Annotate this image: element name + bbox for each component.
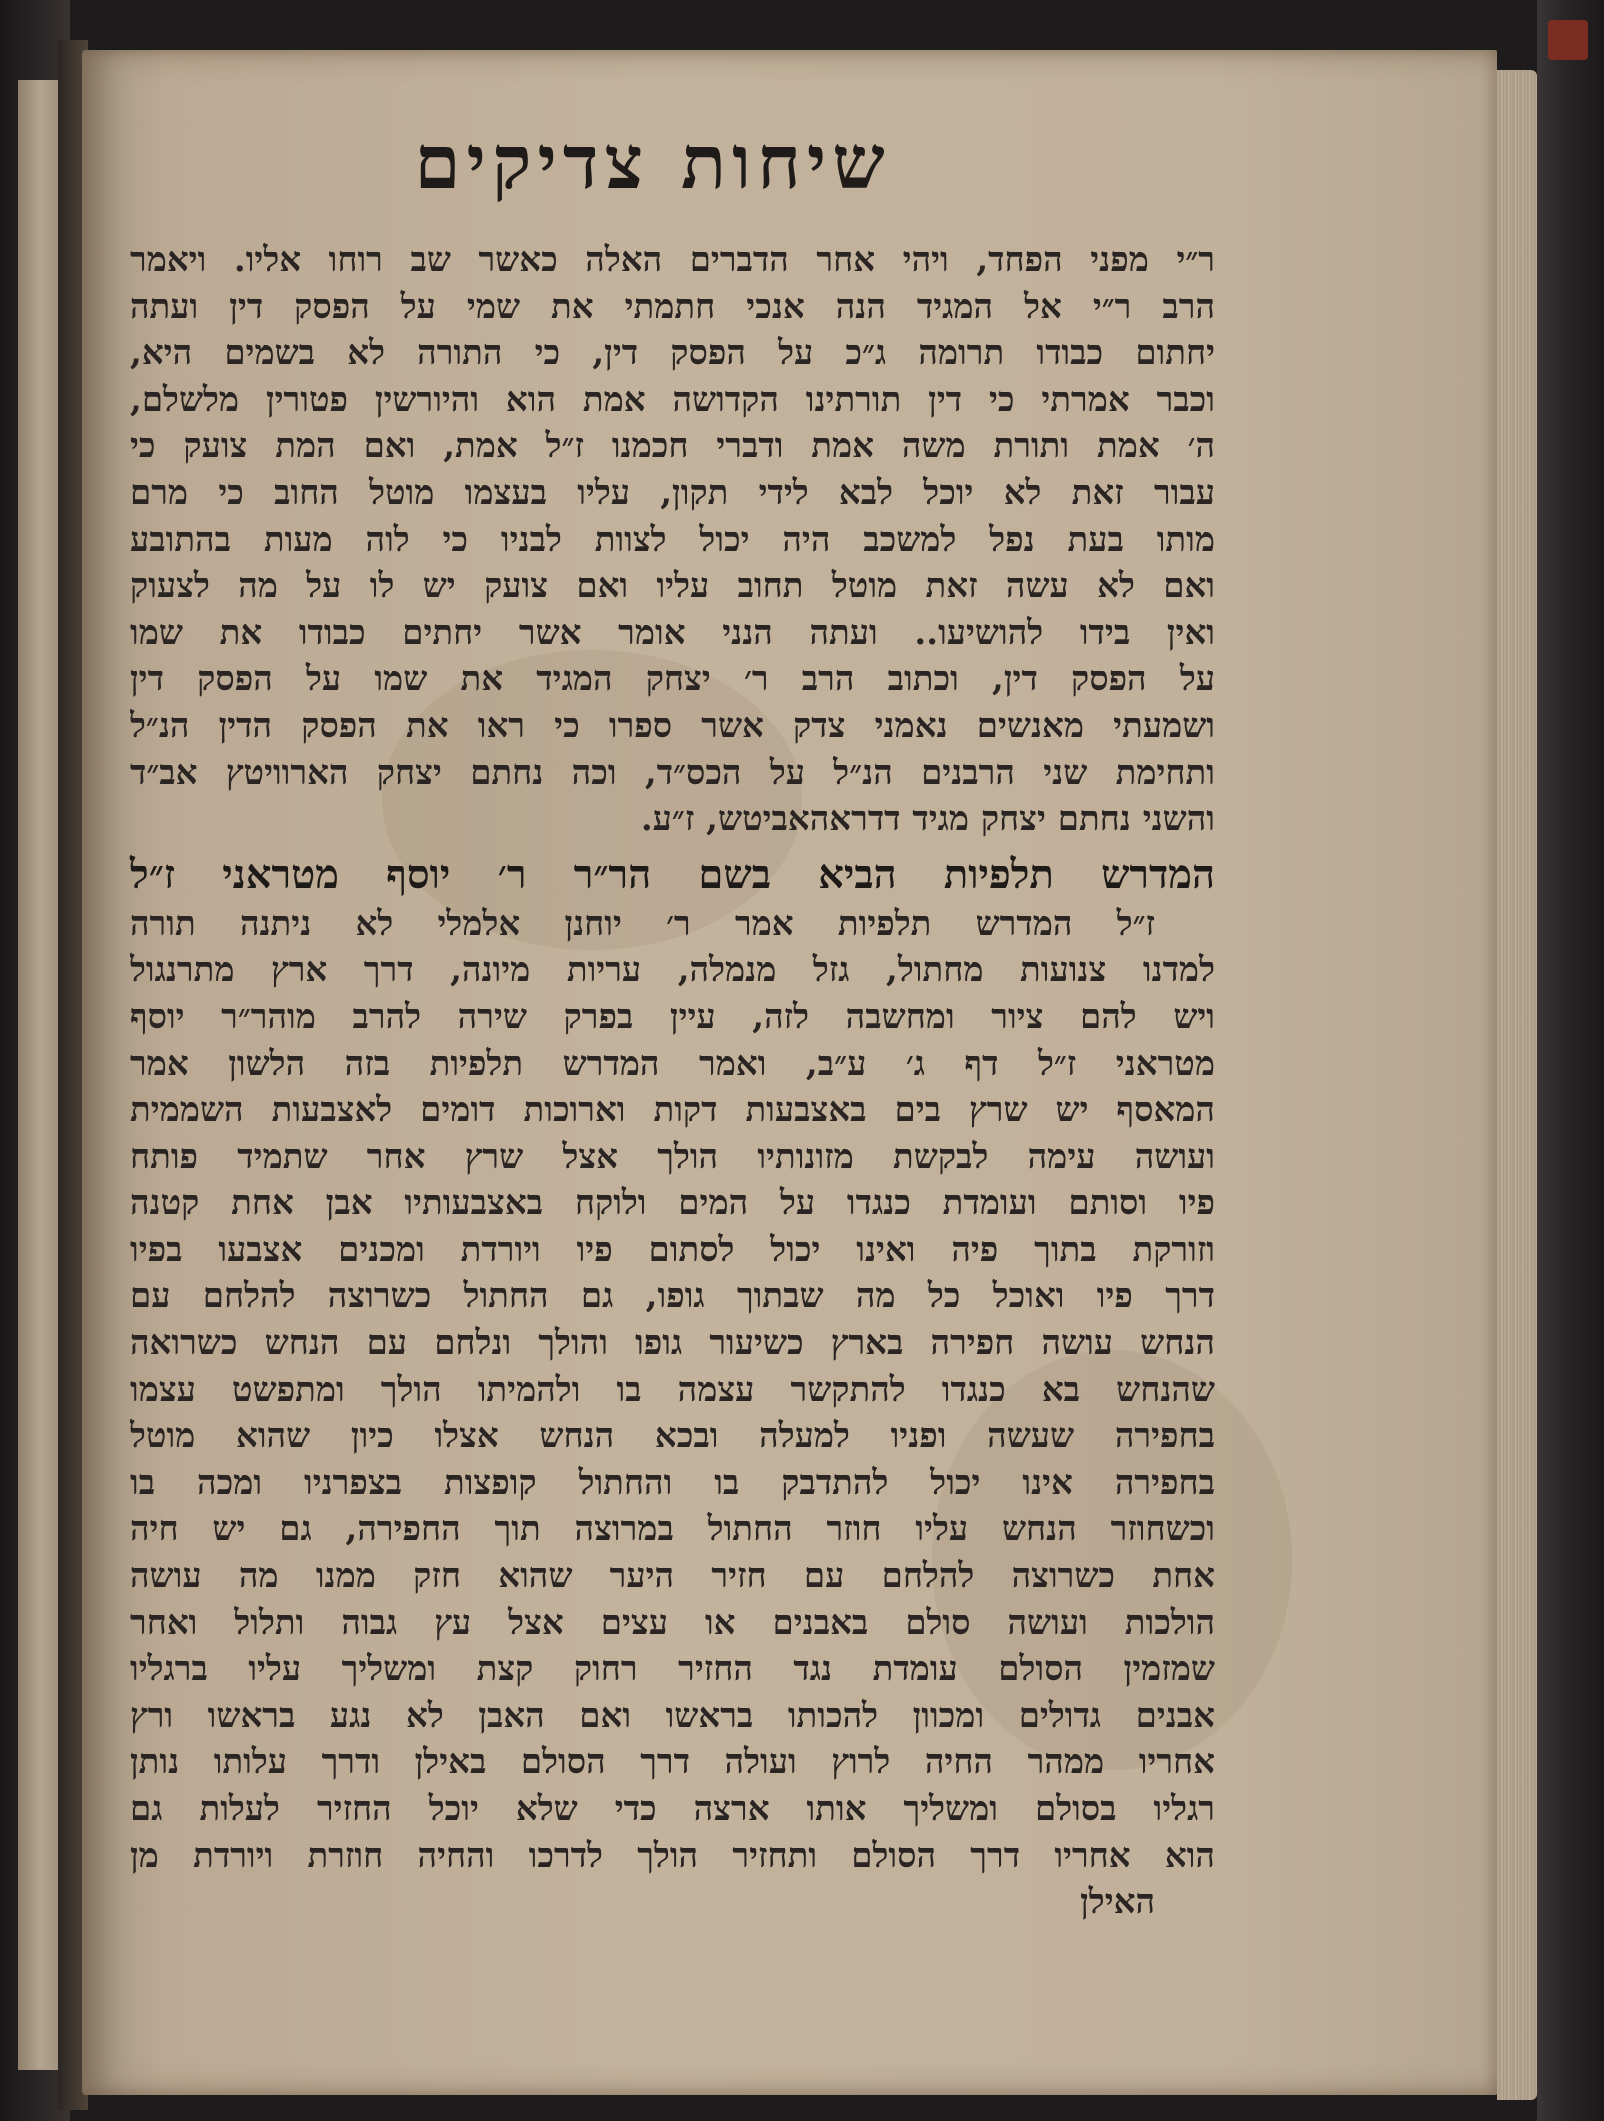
paragraph-2 — [130, 901, 1215, 1926]
text-line: ה׳ אמת ותורת משה אמת ודברי חכמנו ז״ל אמת, ואם המת צועק כי — [130, 426, 1215, 467]
text-line: ואין בידו להושיעו.. ועתה הנני אומר אשר יחתים כבודו את שמו — [130, 612, 1215, 653]
paragraph-1 — [130, 237, 1215, 843]
text-line: בחפירה אינו יכול להתדבק בו והחתול קופצות בצפרניו ומכה בו — [130, 1462, 1215, 1503]
text-line: עבור זאת לא יוכל לבא לידי תקון, עליו בעצמו מוטל החוב כי מרם — [130, 472, 1215, 513]
text-line: בחפירה שעשה ופניו למעלה ובכא הנחש אצלו כיון שהוא מוטל — [130, 1416, 1215, 1457]
text-line: מותו בעת נפל למשכב היה יכול לצוות לבניו כי לוה מעות בהתובע — [130, 519, 1215, 560]
text-line: וכשחוזר הנחש עליו חוזר החתול במרוצה תוך החפירה, גם יש חיה — [130, 1509, 1215, 1550]
text-line: פיו וסותם ועומדת כנגדו על המים ולוקח באצבעותיו אבן אחת קטנה — [130, 1183, 1215, 1224]
text-line: ועושה עימה לבקשת מזונותיו הולך אצל שרץ אחר שתמיד פותח — [130, 1136, 1215, 1177]
right-book-cover — [1537, 0, 1604, 2121]
text-line: וזורקת בתוך פיה ואינו יכול לסתום פיו ויורדת ומכנים אצבעו בפיו — [130, 1229, 1215, 1270]
text-line: ויש להם ציור ומחשבה לזה, עיין בפרק שירה להרב מוהר״ר יוסף — [130, 996, 1215, 1037]
text-line: ואם לא עשה זאת מוטל תחוב עליו ואם צועק יש לו על מה לצעוק — [130, 566, 1215, 607]
section-heading: המדרש תלפיות הביא בשם הר״ר ר׳ יוסף מטראני ז״ל — [130, 850, 1215, 898]
page-text — [130, 110, 1215, 1932]
text-line: ר״י מפני הפחד, ויהי אחר הדברים האלה כאשר שב רוחו אליו. ויאמר — [130, 240, 1215, 280]
text-line: אבנים גדולים ומכוון להכותו בראשו ואם האבן לא נגע בראשו ורץ — [130, 1695, 1215, 1736]
text-line: אחריו ממהר החיה לרוץ ועולה דרך הסולם באילן ודרך עלותו נותן — [130, 1742, 1215, 1783]
text-line: המאסף יש שרץ בים באצבעות דקות וארוכות דומים לאצבעות השממית — [130, 1090, 1215, 1131]
text-line: דרך פיו ואוכל כל מה שבתוך גופו, גם החתול כשרוצה להלחם עם — [130, 1276, 1215, 1317]
text-line: וכבר אמרתי כי דין תורתינו הקדושה אמת הוא והיורשין פטורין מלשלם, — [130, 379, 1215, 420]
text-line: מטראני ז״ל דף ג׳ ע״ב, ואמר המדרש תלפיות בזה הלשון אמר — [130, 1043, 1215, 1084]
text-line: ושמעתי מאנשים נאמני צדק אשר ספרו כי ראו את הפסק הדין הנ״ל — [130, 705, 1215, 746]
text-line: יחתום כבודו תרומה ג״כ על הפסק דין, כי התורה לא בשמים היא, — [130, 333, 1215, 374]
cover-corner-tab — [1548, 20, 1588, 60]
page-stack-edges — [1497, 70, 1537, 2100]
text-line: למדנו צנועות מחתול, גזל מנמלה, עריות מיונה, דרך ארץ מתרנגול — [130, 950, 1215, 991]
text-line: על הפסק דין, וכתוב הרב ר׳ יצחק המגיד את שמו על הפסק דין — [130, 659, 1215, 700]
text-line: האילן — [1080, 1882, 1155, 1923]
facing-page-edge — [18, 80, 61, 2070]
text-line: שהנחש בא כנגדו להתקשר עצמה בו ולהמיתו הולך ומתפשט עצמו — [130, 1369, 1215, 1410]
text-line: ז״ל המדרש תלפיות אמר ר׳ יוחנן אלמלי לא ניתנה תורה — [130, 903, 1155, 944]
text-line: רגליו בסולם ומשליך אותו ארצה כדי שלא יוכל החזיר לעלות גם — [130, 1789, 1215, 1829]
text-line: אחת כשרוצה להלחם עם חזיר היער שהוא חזק ממנו מה עושה — [130, 1556, 1215, 1597]
text-line: ותחימת שני הרבנים הנ״ל על הכס״ד, וכה נחתם יצחק הארוויטץ אב״ד — [130, 752, 1215, 793]
text-line: הולכות ועושה סולם באבנים או עצים אצל עץ גבוה ותלול ואחר — [130, 1602, 1215, 1643]
text-line: הנחש עושה חפירה בארץ כשיעור גופו והולך ונלחם עם הנחש כשרואה — [130, 1323, 1215, 1364]
text-line: הוא אחריו דרך הסולם ותחזיר הולך לדרכו והחיה חוזרת ויורדת מן — [130, 1835, 1215, 1876]
text-line: הרב ר״י אל המגיד הנה אנכי חתמתי את שמי על הפסק דין ועתה — [130, 286, 1215, 327]
text-line: והשני נחתם יצחק מגיד דדראהאביטש, ז״ע. — [640, 799, 1215, 840]
page-title: שיחות צדיקים — [414, 120, 891, 206]
text-line: שמזמין הסולם עומדת נגד החזיר רחוק קצת ומשליך עליו ברגליו — [130, 1649, 1215, 1690]
